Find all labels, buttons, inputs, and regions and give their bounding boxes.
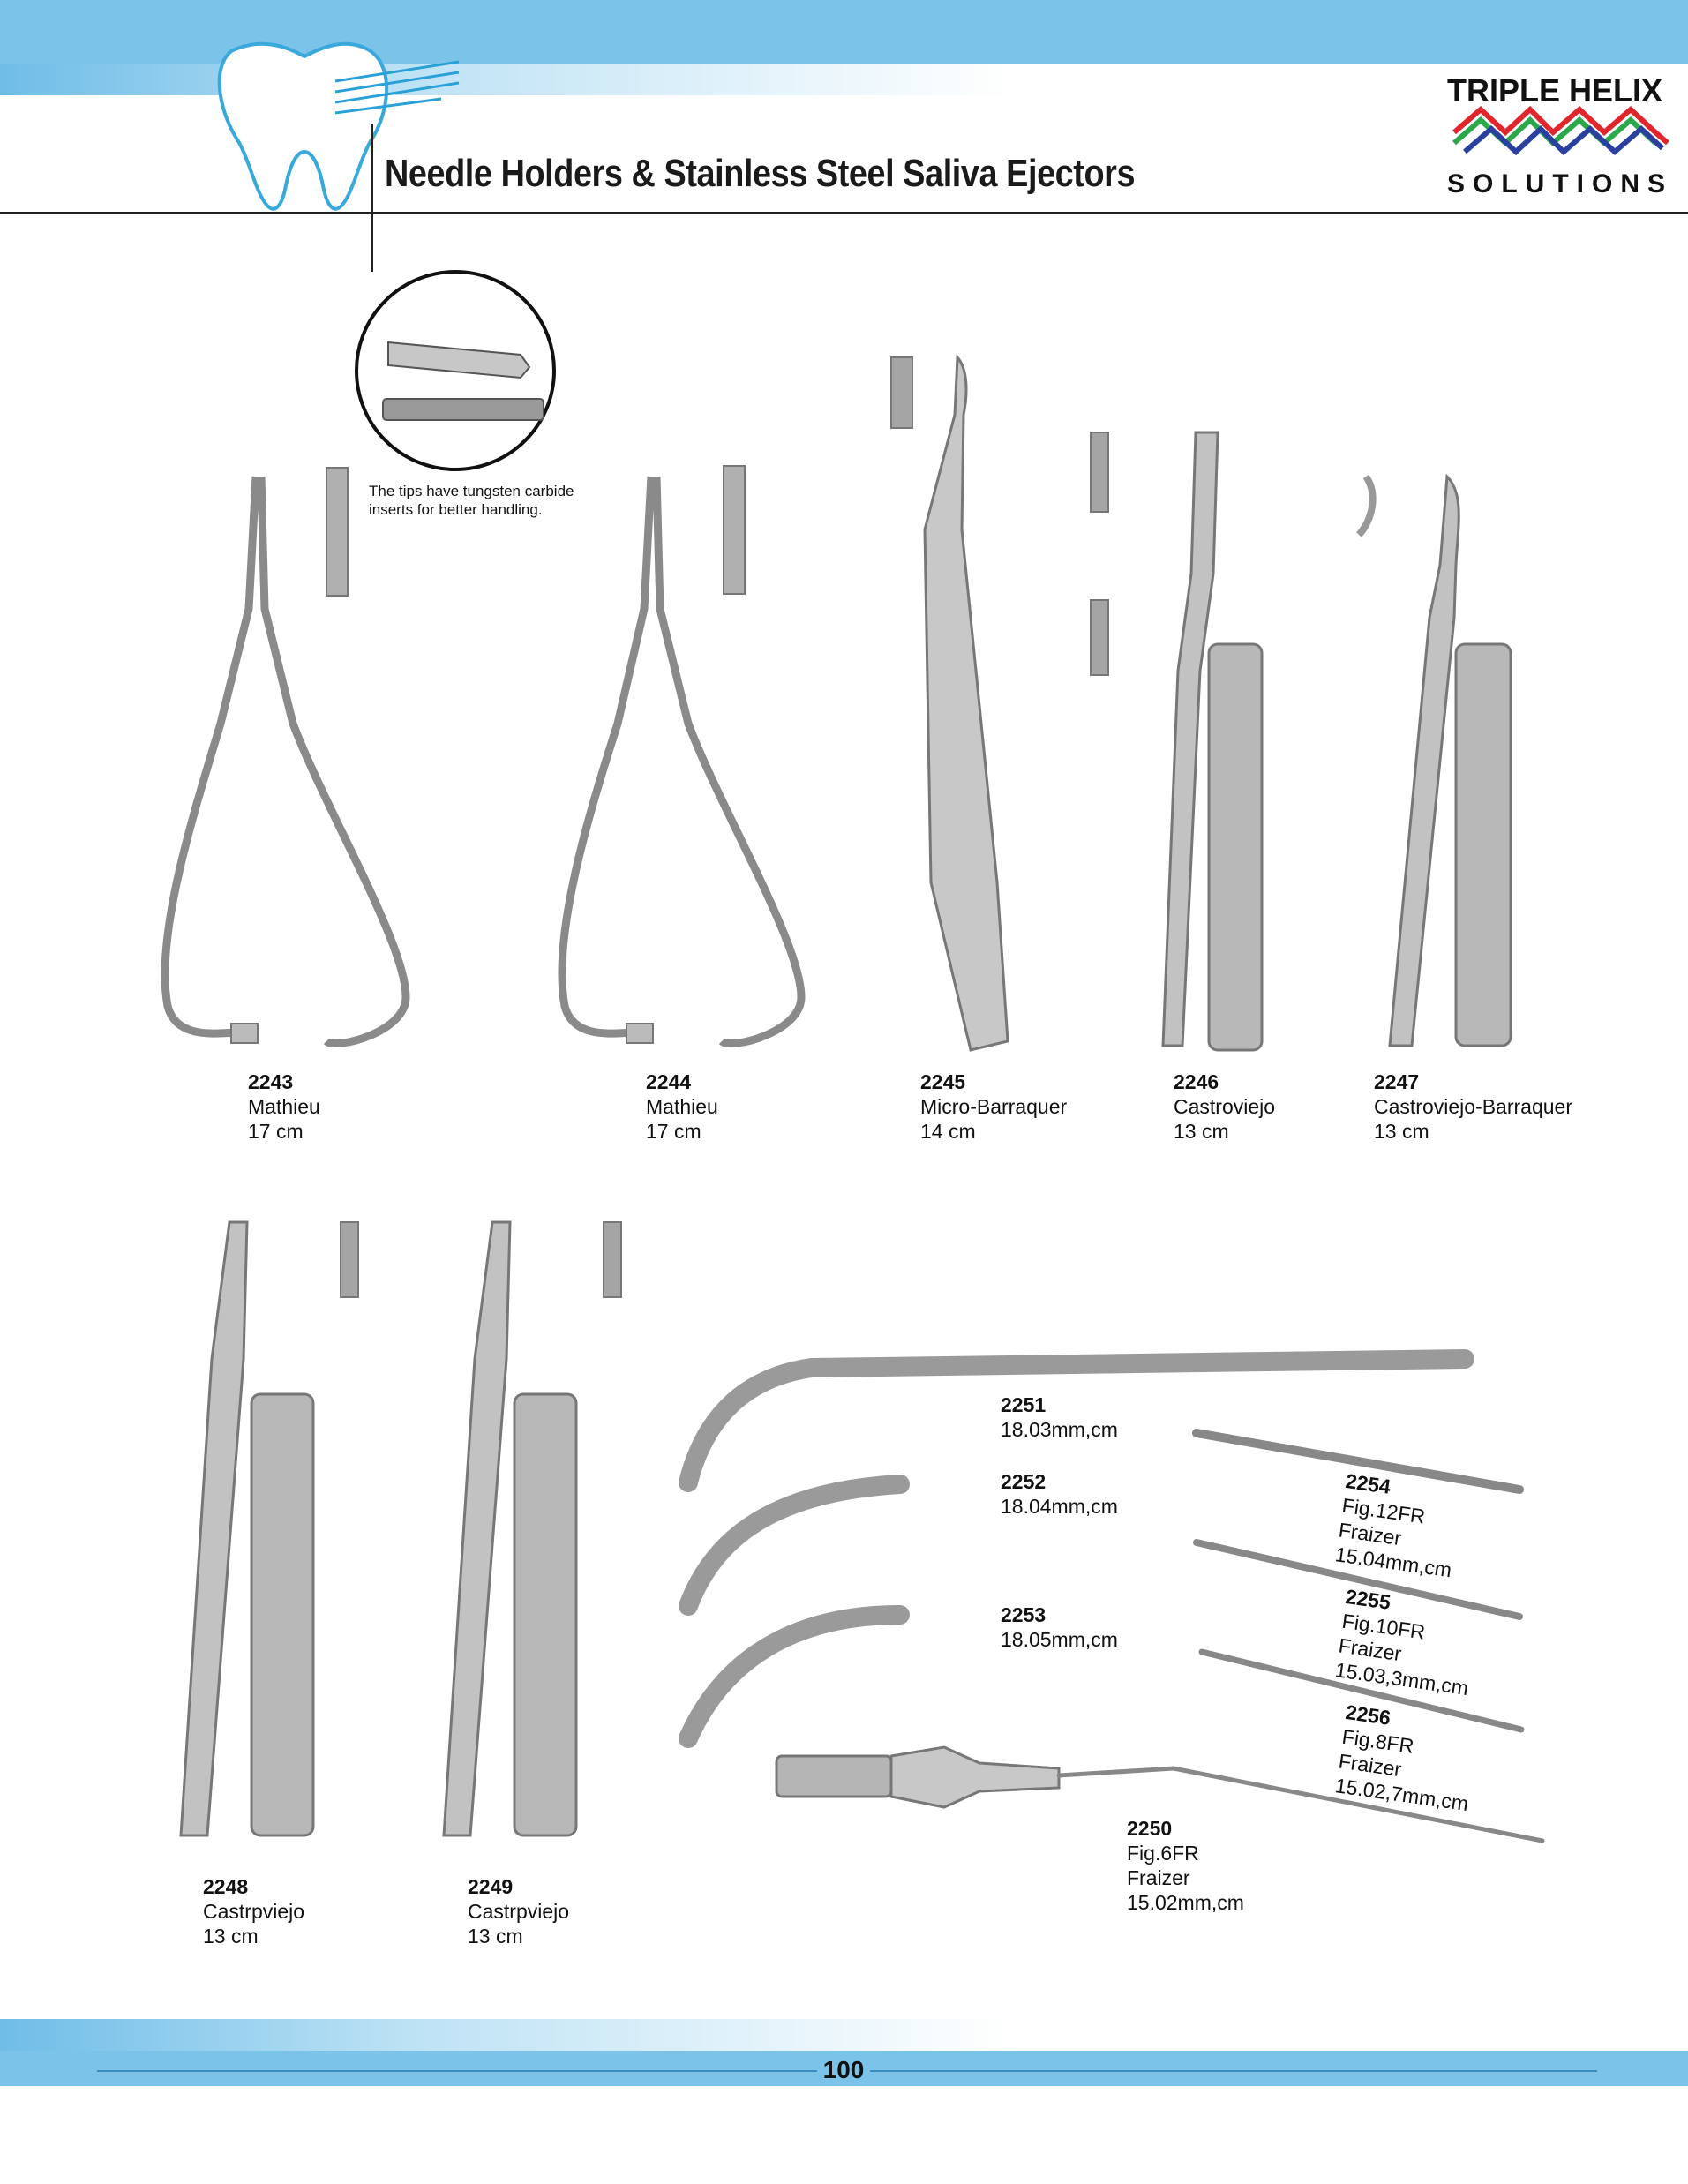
footer-decorative-strip	[0, 2019, 1688, 2051]
tip-note	[369, 482, 574, 519]
product-code: 2243	[248, 1070, 294, 1093]
fraizer-size: 15.03,3mm,cm	[1333, 1658, 1470, 1700]
tip-note-line-1: The tips have tungsten carbide	[369, 483, 574, 499]
instrument-2245-image	[891, 357, 1008, 1050]
product-caption-2246	[1174, 1069, 1275, 1144]
ejector-code: 2253	[1001, 1603, 1047, 1626]
product-code: 2247	[1374, 1070, 1420, 1093]
product-caption-2245	[920, 1069, 1067, 1144]
product-size: 13 cm	[1174, 1120, 1229, 1143]
ejector-size: 18.05mm,cm	[1001, 1628, 1118, 1651]
fraizer-size: 15.04mm,cm	[1333, 1542, 1453, 1582]
fraizer-caption-2255	[1333, 1584, 1480, 1700]
page-title: Needle Holders & Stainless Steel Saliva Ejectors	[385, 152, 1136, 195]
page-number: 100	[817, 2056, 870, 2084]
product-size: 17 cm	[646, 1120, 701, 1143]
brand-subtitle: SOLUTIONS	[1447, 169, 1674, 199]
ejector-caption-2252	[1001, 1469, 1118, 1519]
product-name: Mathieu	[248, 1095, 320, 1118]
fraizer-code: 2256	[1344, 1700, 1392, 1730]
brand-name: TRIPLE HELIX	[1447, 72, 1663, 109]
instrument-2247-image	[1359, 477, 1511, 1046]
instrument-2244-image	[562, 466, 801, 1044]
product-name: Castrpviejo	[203, 1900, 305, 1923]
ejector-code: 2251	[1001, 1393, 1047, 1416]
fraizer-code: 2250	[1127, 1817, 1173, 1840]
product-caption-2247	[1374, 1069, 1572, 1144]
product-code: 2249	[468, 1875, 514, 1898]
fraizer-fig: Fig.8FR	[1340, 1724, 1415, 1758]
product-caption-2248	[203, 1874, 304, 1948]
fraizer-size: 15.02mm,cm	[1127, 1891, 1244, 1914]
fraizer-size: 15.02,7mm,cm	[1333, 1774, 1470, 1816]
instrument-2248-image	[181, 1222, 358, 1835]
product-name: Mathieu	[646, 1095, 718, 1118]
product-size: 13 cm	[1374, 1120, 1429, 1143]
tip-detail-magnifier	[356, 272, 554, 469]
product-name: Castrpviejo	[468, 1900, 570, 1923]
product-name: Castroviejo-Barraquer	[1374, 1095, 1572, 1118]
product-size: 14 cm	[920, 1120, 976, 1143]
instrument-2249-image	[444, 1222, 621, 1835]
fraizer-name: Fraizer	[1337, 1633, 1403, 1666]
fraizer-caption-2250	[1127, 1816, 1244, 1915]
fraizer-name: Fraizer	[1337, 1518, 1403, 1550]
ejector-2252-image	[688, 1484, 900, 1606]
brand-logo-icon	[1454, 109, 1668, 152]
product-caption-2249	[468, 1874, 569, 1948]
product-code: 2246	[1174, 1070, 1219, 1093]
ejector-size: 18.04mm,cm	[1001, 1495, 1118, 1518]
ejector-size: 18.03mm,cm	[1001, 1418, 1118, 1441]
product-caption-2243	[248, 1069, 320, 1144]
fraizer-code: 2255	[1344, 1584, 1392, 1614]
product-code: 2244	[646, 1070, 692, 1093]
ejector-2253-image	[688, 1615, 900, 1738]
product-name: Castroviejo	[1174, 1095, 1276, 1118]
instrument-2246-image	[1091, 432, 1262, 1050]
ejector-code: 2252	[1001, 1470, 1047, 1493]
ejector-caption-2251	[1001, 1392, 1118, 1442]
product-name: Micro-Barraquer	[920, 1095, 1068, 1118]
product-size: 17 cm	[248, 1120, 304, 1143]
fraizer-caption-2256	[1333, 1700, 1480, 1816]
product-size: 13 cm	[468, 1925, 523, 1948]
instrument-2243-image	[165, 468, 406, 1044]
fraizer-caption-2254	[1333, 1468, 1463, 1582]
product-code: 2245	[920, 1070, 966, 1093]
fraizer-name: Fraizer	[1337, 1749, 1403, 1782]
product-code: 2248	[203, 1875, 249, 1898]
ejector-caption-2253	[1001, 1602, 1118, 1652]
product-caption-2244	[646, 1069, 718, 1144]
product-size: 13 cm	[203, 1925, 259, 1948]
fraizer-code: 2254	[1344, 1468, 1392, 1498]
header-vertical-rule	[371, 124, 373, 272]
fraizer-name: Fraizer	[1127, 1866, 1190, 1889]
tip-note-line-2: inserts for better handling.	[369, 501, 543, 518]
fraizer-fig: Fig.12FR	[1340, 1493, 1427, 1528]
fraizer-fig: Fig.10FR	[1340, 1609, 1427, 1644]
header-rule	[0, 212, 1688, 214]
fraizer-fig: Fig.6FR	[1127, 1842, 1199, 1865]
